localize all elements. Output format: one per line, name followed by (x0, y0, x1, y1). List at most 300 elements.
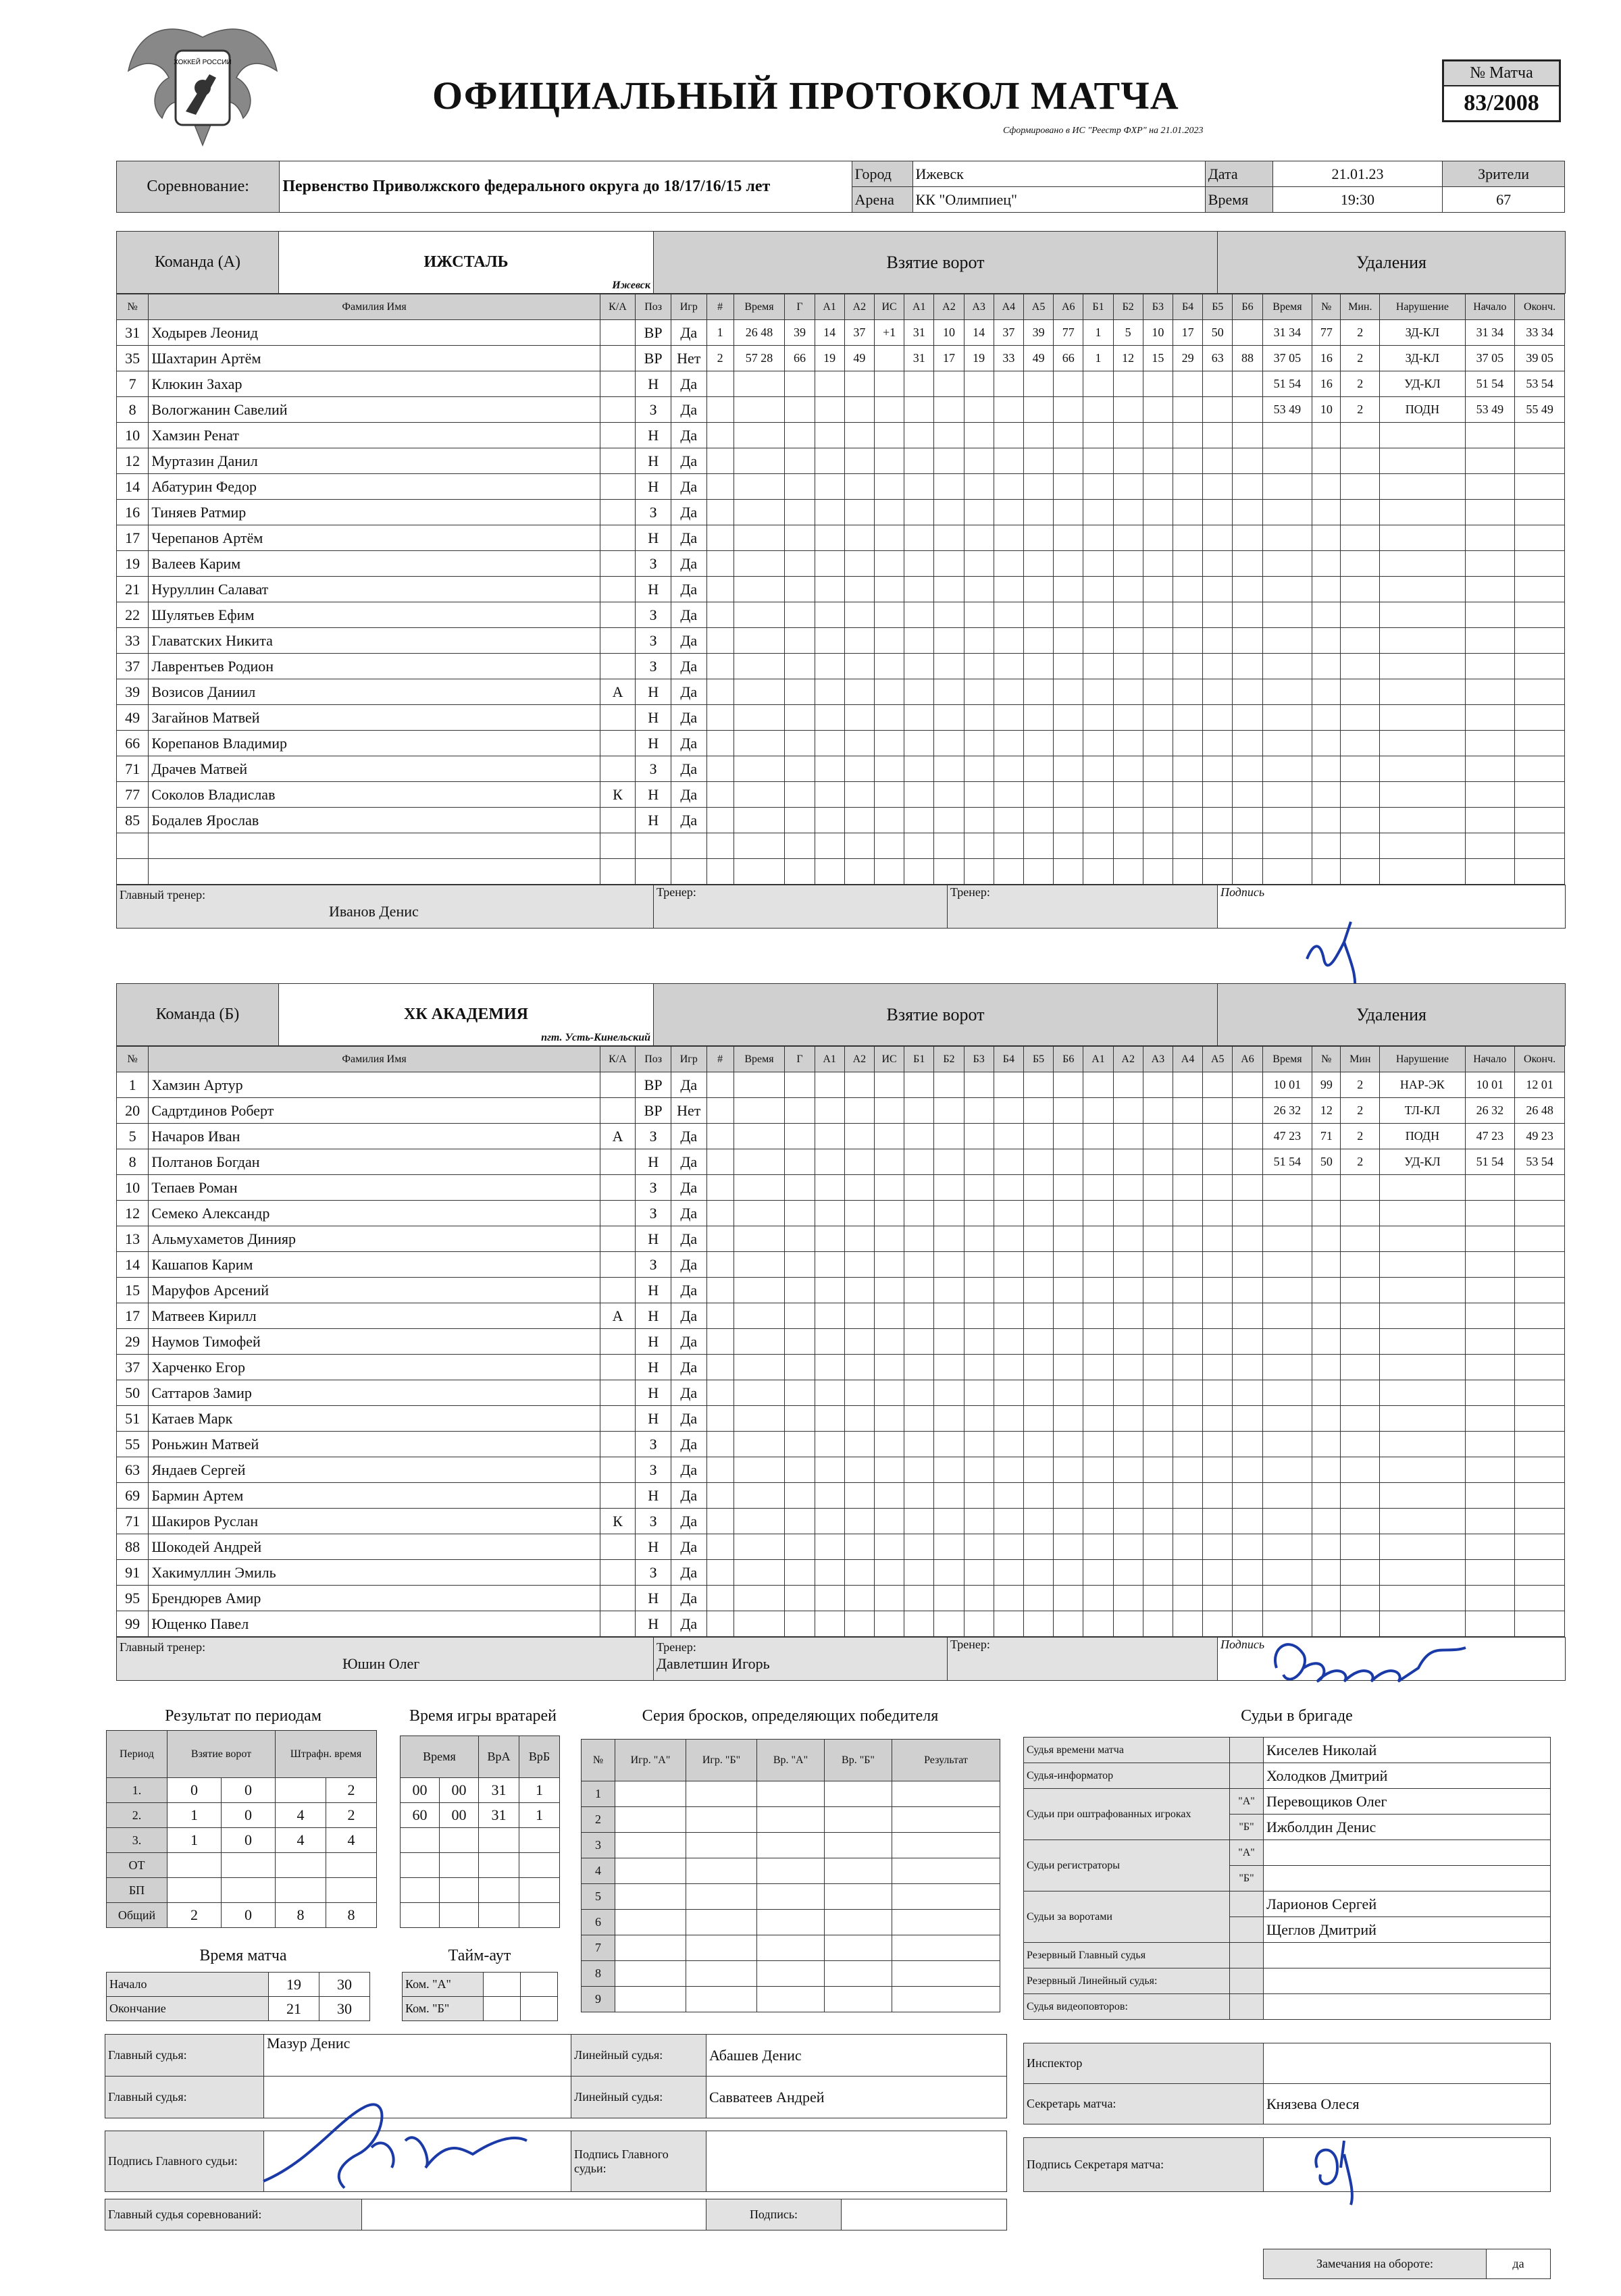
goal-cell (1143, 1483, 1173, 1509)
goal-cell (964, 577, 994, 602)
player-played: Да (671, 448, 706, 474)
goal-cell (964, 1560, 994, 1586)
goal-cell (734, 448, 785, 474)
goal-cell (785, 448, 815, 474)
goal-cell (874, 1380, 904, 1406)
goal-cell (706, 1483, 734, 1509)
goal-cell (1203, 577, 1233, 602)
goal-cell (1233, 1124, 1262, 1149)
goal-cell: 37 (994, 320, 1023, 346)
goal-cell (934, 1534, 964, 1560)
goal-cell (964, 808, 994, 833)
goal-cell (904, 1252, 934, 1278)
goal-cell (874, 808, 904, 833)
goal-cell (844, 1124, 874, 1149)
player-captain (600, 1175, 636, 1201)
official-team-tag: "Б" (1230, 1866, 1264, 1891)
penalty-cell (1262, 551, 1312, 577)
goal-cell (1054, 1098, 1083, 1124)
goal-cell (994, 833, 1023, 859)
goal-cell (844, 1072, 874, 1098)
goal-cell (1054, 397, 1083, 423)
goal-cell (1233, 654, 1262, 679)
penalty-cell (1341, 1432, 1380, 1457)
goal-cell (815, 1483, 844, 1509)
penalty-cell (1341, 1457, 1380, 1483)
goalie-value: 00 (440, 1803, 479, 1828)
goal-cell (1083, 679, 1113, 705)
player-captain (600, 628, 636, 654)
penalty-minutes: 2 (1341, 1072, 1380, 1098)
penalty-cell (1515, 602, 1565, 628)
player-played: Да (671, 602, 706, 628)
goal-cell (1143, 731, 1173, 756)
player-played: Да (671, 1124, 706, 1149)
penalty-cell (1380, 525, 1465, 551)
goal-cell (1203, 1457, 1233, 1483)
player-position: Н (636, 705, 671, 731)
goal-cell (934, 808, 964, 833)
arena-label: Арена (852, 187, 912, 213)
goal-cell (1054, 525, 1083, 551)
player-position: Н (636, 448, 671, 474)
goal-cell (734, 756, 785, 782)
player-captain (600, 1226, 636, 1252)
goal-cell (1143, 1175, 1173, 1201)
penalty-cell (1465, 1509, 1515, 1534)
goal-cell (844, 679, 874, 705)
player-name: Матвеев Кирилл (149, 1303, 600, 1329)
goal-cell (1054, 1201, 1083, 1226)
goal-cell (964, 628, 994, 654)
goal-cell (844, 577, 874, 602)
goal-cell (904, 1380, 934, 1406)
team-a-player-row (117, 859, 1565, 885)
penalty-cell (1341, 1586, 1380, 1611)
goal-cell (874, 731, 904, 756)
penalty-cell (1515, 628, 1565, 654)
goal-cell (1113, 551, 1143, 577)
team-a-column-header: Б6 (1233, 294, 1262, 320)
goal-cell (706, 423, 734, 448)
goal-cell (706, 1560, 734, 1586)
team-a-column-header: Время (1262, 294, 1312, 320)
goal-cell (904, 731, 934, 756)
goal-cell (785, 602, 815, 628)
player-captain (600, 474, 636, 500)
goalie-value: 1 (519, 1778, 560, 1803)
penalty-cell (1380, 1406, 1465, 1432)
penalty-cell (1515, 474, 1565, 500)
player-captain (600, 833, 636, 859)
shootout-row (582, 1987, 1000, 2012)
goal-cell (785, 756, 815, 782)
goal-cell: 17 (934, 346, 964, 371)
player-number: 63 (117, 1457, 149, 1483)
team-b-player-row (117, 1457, 1565, 1483)
player-position: Н (636, 525, 671, 551)
goal-cell: 10 (934, 320, 964, 346)
goal-cell (874, 1457, 904, 1483)
team-b-column-header: # (706, 1047, 734, 1072)
period-value: 2 (326, 1803, 377, 1828)
goal-cell (964, 423, 994, 448)
shootout-cell (686, 1987, 757, 2012)
secretary-signature (1304, 2127, 1378, 2208)
penalty-cell (1465, 628, 1515, 654)
periods-row (107, 1878, 377, 1903)
goal-cell (1143, 1072, 1173, 1098)
goal-cell (1143, 1380, 1173, 1406)
player-captain (600, 859, 636, 885)
penalty-cell (1312, 1560, 1341, 1586)
team-b-column-header: А2 (1113, 1047, 1143, 1072)
goal-cell (815, 731, 844, 756)
player-played: Да (671, 525, 706, 551)
goal-cell (904, 705, 934, 731)
goal-cell (994, 1124, 1023, 1149)
team-a-player-row (117, 679, 1565, 705)
shootout-cell (825, 1987, 892, 2012)
goal-cell (734, 1457, 785, 1483)
shootout-col: Игр. "А" (615, 1740, 686, 1781)
goal-cell (874, 1201, 904, 1226)
goal-cell (815, 371, 844, 397)
shootout-title: Серия бросков, определяющих победителя (642, 1707, 939, 1725)
goal-cell (1173, 602, 1202, 628)
secretary-sig-table (1023, 2137, 1551, 2192)
penalty-cell (1262, 1278, 1312, 1303)
penalty-cell (1341, 833, 1380, 859)
goal-cell (1113, 808, 1143, 833)
goal-cell (1023, 679, 1053, 705)
penalty-start: 51 54 (1465, 1149, 1515, 1175)
goal-cell (994, 1432, 1023, 1457)
goal-cell (1054, 448, 1083, 474)
goal-cell (1083, 1226, 1113, 1252)
goal-cell (934, 1611, 964, 1637)
goal-cell (994, 423, 1023, 448)
goal-cell (1233, 1380, 1262, 1406)
shootout-cell (757, 1935, 825, 1961)
team-b-penalties-header: Удаления (1218, 984, 1566, 1046)
goalie-value (401, 1903, 440, 1928)
penalty-cell (1515, 500, 1565, 525)
player-name: Роньжин Матвей (149, 1432, 600, 1457)
team-a-column-header: Б2 (1113, 294, 1143, 320)
player-captain: К (600, 782, 636, 808)
penalty-cell (1465, 1534, 1515, 1560)
goal-cell (1173, 859, 1202, 885)
goal-cell (785, 1149, 815, 1175)
match-start-label: Начало (107, 1973, 269, 1997)
goal-cell: 50 (1203, 320, 1233, 346)
goal-cell (934, 1175, 964, 1201)
goal-cell (1113, 1586, 1143, 1611)
shootout-cell (892, 1910, 1000, 1935)
shootout-cell (615, 1987, 686, 2012)
team-a-column-header: Мин. (1341, 294, 1380, 320)
goalies-row (401, 1803, 560, 1828)
team-a-column-header: # (706, 294, 734, 320)
shootout-number: 3 (582, 1833, 615, 1858)
team-b-player-row (117, 1406, 1565, 1432)
inspector-table (1023, 2043, 1551, 2124)
goal-cell (1203, 1329, 1233, 1355)
player-name: Семеко Александр (149, 1201, 600, 1226)
goal-cell (706, 1611, 734, 1637)
goal-cell (1143, 1432, 1173, 1457)
player-name: Нуруллин Салават (149, 577, 600, 602)
goal-cell (874, 346, 904, 371)
penalty-cell (1262, 731, 1312, 756)
goal-cell (994, 808, 1023, 833)
goal-cell (904, 1560, 934, 1586)
team-a-city: Ижевск (612, 280, 650, 291)
penalty-start: 26 32 (1465, 1098, 1515, 1124)
goal-cell (934, 756, 964, 782)
goal-cell (1173, 1586, 1202, 1611)
team-a-head-coach: Иванов Денис (329, 903, 419, 920)
goal-cell (934, 1278, 964, 1303)
goal-cell (904, 1509, 934, 1534)
goal-cell (964, 782, 994, 808)
goal-cell (734, 731, 785, 756)
penalty-cell (1341, 1560, 1380, 1586)
goal-cell (815, 1252, 844, 1278)
goal-cell (1083, 474, 1113, 500)
player-captain (600, 602, 636, 628)
goal-cell (1113, 1560, 1143, 1586)
goal-cell (964, 705, 994, 731)
player-played: Да (671, 1252, 706, 1278)
penalty-cell (1341, 1201, 1380, 1226)
goal-cell (785, 1406, 815, 1432)
shootout-row (582, 1858, 1000, 1884)
goalies-header-row (401, 1736, 560, 1778)
official-name (1264, 1943, 1551, 1968)
goal-cell (874, 1586, 904, 1611)
player-captain (600, 1457, 636, 1483)
goal-cell (874, 1483, 904, 1509)
goal-cell (844, 833, 874, 859)
goal-cell (1143, 1560, 1173, 1586)
goal-cell (964, 756, 994, 782)
goal-cell (1054, 1432, 1083, 1457)
goal-cell (1203, 1252, 1233, 1278)
main-referee-label: Главный судья: (105, 2035, 264, 2077)
goal-cell (1054, 1611, 1083, 1637)
goal-cell (1203, 1124, 1233, 1149)
goal-cell (734, 808, 785, 833)
goal-cell (1023, 859, 1053, 885)
penalty-cell (1515, 1611, 1565, 1637)
team-b-column-header: Оконч. (1515, 1047, 1565, 1072)
competition-referee-value (362, 2199, 706, 2230)
goal-cell (1054, 756, 1083, 782)
player-captain (600, 654, 636, 679)
goal-cell (785, 1432, 815, 1457)
goal-cell (904, 1457, 934, 1483)
goal-cell (1083, 833, 1113, 859)
goal-cell (1233, 782, 1262, 808)
player-played: Да (671, 628, 706, 654)
player-played: Да (671, 577, 706, 602)
goal-cell (874, 474, 904, 500)
line-referee-1: Абашев Денис (706, 2035, 1007, 2077)
remarks-table (1263, 2249, 1551, 2279)
official-name (1264, 1968, 1551, 1994)
penalty-cell (1380, 1226, 1465, 1252)
goal-cell (1143, 577, 1173, 602)
goal-cell (1083, 1586, 1113, 1611)
goal-cell (785, 1611, 815, 1637)
goal-cell (1083, 859, 1113, 885)
goal-cell (1173, 500, 1202, 525)
goal-cell (734, 705, 785, 731)
goal-cell (934, 1252, 964, 1278)
team-b-player-row (117, 1329, 1565, 1355)
period-label: 3. (107, 1828, 168, 1853)
goal-cell: 37 (844, 320, 874, 346)
penalty-cell (1312, 1380, 1341, 1406)
shootout-cell (825, 1807, 892, 1833)
player-position: З (636, 1124, 671, 1149)
goal-cell (1054, 1124, 1083, 1149)
goal-cell (1173, 1483, 1202, 1509)
shootout-col: Вр. "А" (757, 1740, 825, 1781)
goalie-value (440, 1828, 479, 1853)
goal-cell (1083, 1278, 1113, 1303)
match-info-table (116, 161, 1565, 213)
period-value: 0 (168, 1778, 222, 1803)
goal-cell: 88 (1233, 346, 1262, 371)
team-b-column-header: А5 (1203, 1047, 1233, 1072)
goal-cell (1054, 1072, 1083, 1098)
goal-cell (815, 448, 844, 474)
goal-cell (1203, 679, 1233, 705)
goal-cell (1113, 859, 1143, 885)
goal-cell (994, 628, 1023, 654)
goal-cell (934, 1303, 964, 1329)
shootout-number: 1 (582, 1781, 615, 1807)
goal-cell (1083, 756, 1113, 782)
secretary-label: Секретарь матча: (1024, 2084, 1264, 2124)
goal-cell (874, 1072, 904, 1098)
player-played: Да (671, 371, 706, 397)
shootout-cell (615, 1961, 686, 1987)
goal-cell (964, 731, 994, 756)
penalty-cell (1312, 448, 1341, 474)
match-number-label: № Матча (1444, 61, 1559, 86)
penalty-infraction: УД-КЛ (1380, 1149, 1465, 1175)
official-name: Щеглов Дмитрий (1264, 1917, 1551, 1943)
team-b-column-header: Время (734, 1047, 785, 1072)
player-played: Да (671, 551, 706, 577)
goal-cell (934, 1380, 964, 1406)
goal-cell (706, 1124, 734, 1149)
player-number: 14 (117, 474, 149, 500)
period-value: 2 (168, 1903, 222, 1928)
goal-cell (1083, 1432, 1113, 1457)
goal-cell (785, 1457, 815, 1483)
goal-cell (706, 859, 734, 885)
shootout-cell (686, 1961, 757, 1987)
goal-cell (904, 1586, 934, 1611)
shootout-cell (615, 1910, 686, 1935)
penalty-cell (1262, 859, 1312, 885)
penalty-cell (1341, 448, 1380, 474)
player-captain (600, 500, 636, 525)
goal-cell (785, 859, 815, 885)
line-referee-label-2: Линейный судья: (571, 2077, 706, 2118)
goalie-value: 60 (401, 1803, 440, 1828)
penalty-cell (1341, 551, 1380, 577)
player-name: Садртдинов Роберт (149, 1098, 600, 1124)
penalty-cell (1380, 1586, 1465, 1611)
goal-cell (874, 1509, 904, 1534)
goal-cell (874, 782, 904, 808)
line-referee-label: Линейный судья: (571, 2035, 706, 2077)
goal-cell (785, 1175, 815, 1201)
penalty-cell (1515, 1586, 1565, 1611)
shootout-row (582, 1910, 1000, 1935)
penalty-cell (1312, 525, 1341, 551)
team-b-player-row (117, 1072, 1565, 1098)
goal-cell (1083, 1380, 1113, 1406)
penalty-cell (1312, 628, 1341, 654)
periods-row (107, 1803, 377, 1828)
penalty-end: 12 01 (1515, 1072, 1565, 1098)
goal-cell (1203, 1483, 1233, 1509)
period-value: 4 (326, 1828, 377, 1853)
goal-cell (734, 500, 785, 525)
team-a-player-row (117, 346, 1565, 371)
goal-cell (994, 1252, 1023, 1278)
team-b-head-coach: Юшин Олег (342, 1655, 420, 1672)
team-a-column-header: А4 (994, 294, 1023, 320)
goal-cell (815, 859, 844, 885)
penalty-cell (1465, 1278, 1515, 1303)
penalty-cell (1380, 1329, 1465, 1355)
player-name: Клюкин Захар (149, 371, 600, 397)
goal-cell (1113, 654, 1143, 679)
player-position: Н (636, 1149, 671, 1175)
player-played: Да (671, 1534, 706, 1560)
shootout-number: 5 (582, 1884, 615, 1910)
team-a-column-header: Г (785, 294, 815, 320)
player-number: 12 (117, 448, 149, 474)
penalty-cell (1380, 1175, 1465, 1201)
inspector-label: Инспектор (1024, 2043, 1264, 2084)
team-b-name-cell (279, 984, 654, 1046)
player-name: Лаврентьев Родион (149, 654, 600, 679)
player-captain: К (600, 1509, 636, 1534)
team-a-player-row (117, 833, 1565, 859)
goal-cell (785, 1303, 815, 1329)
goal-cell (934, 1329, 964, 1355)
goal-cell (994, 1175, 1023, 1201)
penalty-start: 47 23 (1465, 1124, 1515, 1149)
goal-cell (734, 1329, 785, 1355)
goal-cell: 26 48 (734, 320, 785, 346)
goal-cell (1023, 1303, 1053, 1329)
goal-cell (1083, 1509, 1113, 1534)
penalty-cell (1341, 782, 1380, 808)
goal-cell (706, 525, 734, 551)
penalty-end: 39 05 (1515, 346, 1565, 371)
goal-cell (904, 1406, 934, 1432)
